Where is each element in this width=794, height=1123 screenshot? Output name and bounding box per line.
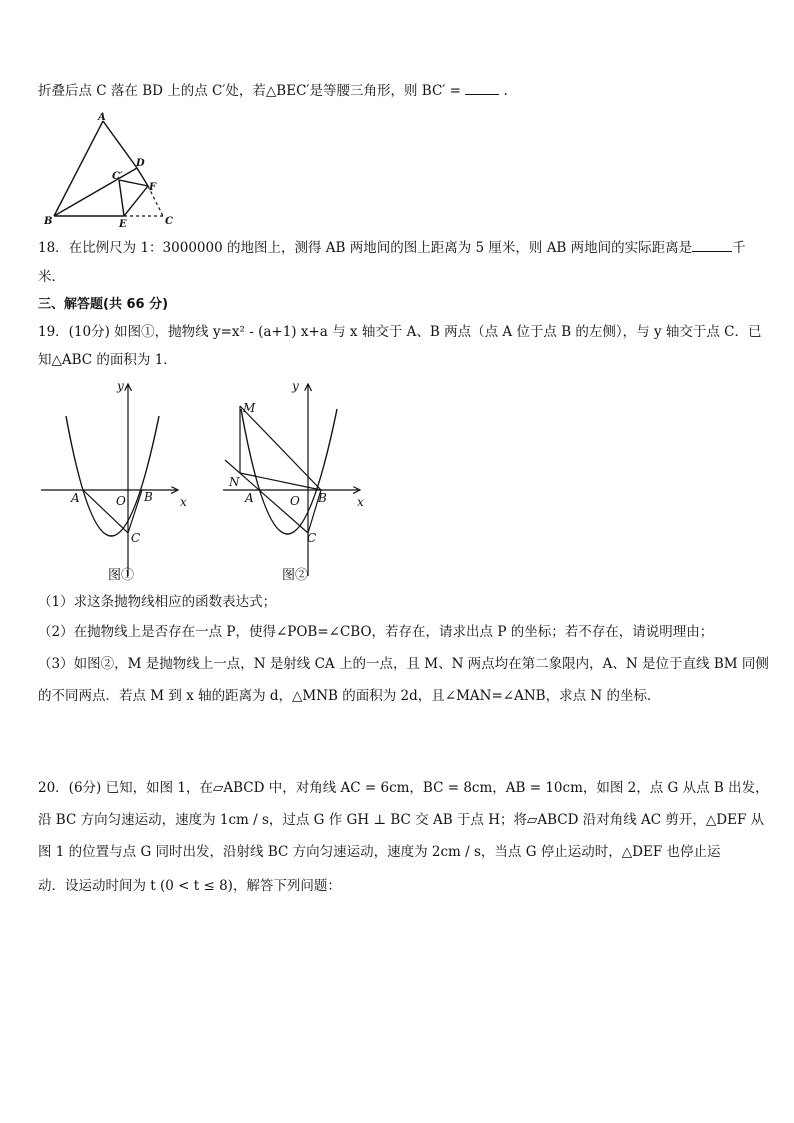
q18-line2: 米． xyxy=(38,269,65,285)
label-O: O xyxy=(290,494,300,508)
label-y: y xyxy=(117,379,124,393)
q19-line2: 知△ABC 的面积为 1． xyxy=(38,352,177,368)
q17-line: 折叠后点 C 落在 BD 上的点 C′处，若△BEC′是等腰三角形，则 BC′ = xyxy=(38,83,461,99)
q18-text: 18．在比例尺为 1：3000000 的地图上，测得 AB 两地间的图上距离为 5 厘米，则 AB 两地间的实际距离是 xyxy=(38,240,693,256)
label-A: A xyxy=(98,112,106,123)
label-F: F xyxy=(149,182,157,193)
edge-C1E xyxy=(119,180,124,216)
label-C: C xyxy=(131,531,141,545)
edge-AD xyxy=(103,121,137,168)
label-C: C xyxy=(165,216,173,227)
segment-NB xyxy=(240,473,321,490)
parabola xyxy=(241,409,337,534)
figure-2-caption: 图② xyxy=(282,568,309,583)
q20-line2: 沿 BC 方向匀速运动，速度为 1cm / s，过点 G 作 GH ⊥ BC 交 AB 于点 H；将▱ABCD 沿对角线 AC 剪开，△DEF 从 xyxy=(38,812,765,828)
label-A: A xyxy=(71,491,80,505)
label-x: x xyxy=(180,495,187,509)
label-B: B xyxy=(144,490,153,504)
q17-answer-blank[interactable] xyxy=(465,82,499,95)
q20-line3: 图 1 的位置与点 G 同时出发，沿射线 BC 方向匀速运动，速度为 2cm / s，当点 G 停止运动时，△DEF 也停止运 xyxy=(38,844,721,860)
q17-text xyxy=(38,81,758,101)
q19-part3-line1: （3）如图②，M 是抛物线上一点，N 是射线 CA 上的一点，且 M、N 两点均在第二象限内，A、N 是位于直线 BM 同侧 xyxy=(38,656,769,672)
q17-triangle-figure xyxy=(40,112,180,230)
label-O: O xyxy=(116,494,126,508)
edge-DF xyxy=(137,168,148,186)
section-3-title: 三、解答题(共 66 分) xyxy=(38,297,169,312)
segment-MB xyxy=(240,406,321,490)
q17-end: . xyxy=(503,83,508,99)
segment-BC xyxy=(128,490,142,533)
q19-part3-line2: 的不同两点．若点 M 到 x 轴的距离为 d，△MNB 的面积为 2d，且∠MAN=∠ANB，求点 N 的坐标． xyxy=(38,688,661,704)
q19-part2: （2）在抛物线上是否存在一点 P，使得∠POB=∠CBO，若存在，请求出点 P 的坐标；若不存在，请说明理由； xyxy=(38,624,714,640)
q19-figure-2 xyxy=(220,376,380,586)
label-N: N xyxy=(229,475,240,489)
label-C: C xyxy=(307,531,317,545)
label-M: M xyxy=(243,401,256,415)
q19-line1: 19．(10分) 如图①，抛物线 y=x² - (a+1) x+a 与 x 轴交于 A、B 两点（点 A 位于点 B 的左侧），与 y 轴交于点 C．已 xyxy=(38,324,762,340)
edge-EF xyxy=(124,186,148,216)
label-E: E xyxy=(119,219,127,230)
q18-answer-blank[interactable] xyxy=(692,239,732,252)
label-D: D xyxy=(136,158,145,169)
q18-unit: 千 xyxy=(732,240,746,256)
q20-line4: 动．设运动时间为 t (0 < t ≤ 8)，解答下列问题： xyxy=(38,878,341,894)
q18-line1 xyxy=(38,238,758,258)
q20-line1: 20．(6分) 已知，如图 1，在▱ABCD 中，对角线 AC = 6cm，BC = 8cm，AB = 10cm，如图 2，点 G 从点 B 出发， xyxy=(38,780,769,796)
q19-part1: （1）求这条抛物线相应的函数表达式； xyxy=(38,594,277,610)
label-C1: C′ xyxy=(112,171,123,182)
figure-1-caption: 图① xyxy=(108,568,135,583)
label-A: A xyxy=(245,491,254,505)
label-B: B xyxy=(318,491,327,505)
label-x: x xyxy=(357,495,364,509)
label-B: B xyxy=(44,216,53,227)
edge-C1F xyxy=(119,180,148,186)
q19-figure-1 xyxy=(38,376,198,586)
label-y: y xyxy=(292,379,299,393)
